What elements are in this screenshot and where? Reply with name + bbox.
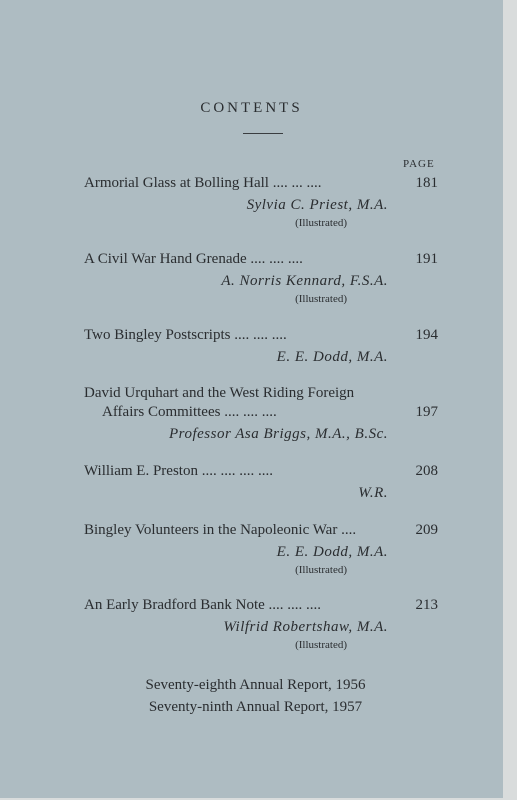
- entry-title: David Urquhart and the West Riding Foreign: [84, 385, 355, 401]
- entry-author: E. E. Dodd, M.A.: [276, 349, 388, 365]
- contents-heading: CONTENTS: [200, 100, 303, 116]
- toc-entry-william-preston: [84, 462, 442, 504]
- entry-note: (Illustrated): [295, 564, 347, 576]
- entry-author: E. E. Dodd, M.A.: [276, 544, 388, 560]
- entry-note: (Illustrated): [295, 639, 347, 651]
- toc-entry-armorial-glass: [84, 174, 442, 230]
- entry-page-number: 197: [415, 404, 438, 420]
- heading-rule: [243, 133, 283, 134]
- entry-title-continued: Affairs Committees .... .... ....: [102, 404, 277, 420]
- toc-entry-bingley-volunteers: [84, 521, 442, 577]
- toc-entry-david-urquhart: [84, 384, 442, 445]
- entry-title-line: [84, 326, 442, 345]
- entry-title-line: [84, 384, 442, 403]
- entry-page-number: 213: [415, 597, 438, 613]
- entry-title-line: [84, 174, 442, 193]
- entry-author: Wilfrid Robertshaw, M.A.: [223, 619, 388, 635]
- annual-reports: [0, 674, 503, 718]
- entry-title-line: [84, 250, 442, 269]
- entry-author: Professor Asa Briggs, M.A., B.Sc.: [169, 426, 388, 442]
- toc-entry-civil-war-grenade: [84, 250, 442, 306]
- annual-report-1956: Seventy-eighth Annual Report, 1956: [145, 677, 366, 693]
- entry-page-number: 208: [415, 463, 438, 479]
- entry-author: W.R.: [358, 485, 388, 501]
- toc-entry-bradford-bank-note: [84, 596, 442, 652]
- entry-note: (Illustrated): [295, 217, 347, 229]
- entry-page-number: 191: [415, 251, 438, 267]
- entry-author: A. Norris Kennard, F.S.A.: [221, 273, 388, 289]
- entry-author: Sylvia C. Priest, M.A.: [246, 197, 388, 213]
- page-column-label: PAGE: [403, 158, 435, 170]
- annual-report-1957: Seventy-ninth Annual Report, 1957: [148, 699, 363, 715]
- toc-entry-bingley-postscripts: [84, 326, 442, 368]
- entry-title: Armorial Glass at Bolling Hall .... ... ....: [84, 175, 322, 191]
- entry-title: Bingley Volunteers in the Napoleonic War ....: [84, 522, 357, 538]
- entry-title-line: [84, 462, 442, 481]
- entry-page-number: 181: [415, 175, 438, 191]
- entry-page-number: 194: [415, 327, 438, 343]
- entry-title: An Early Bradford Bank Note .... .... ....: [84, 597, 322, 613]
- entry-title: William E. Preston .... .... .... ....: [84, 463, 273, 479]
- entry-title: A Civil War Hand Grenade .... .... ....: [84, 251, 303, 267]
- entry-title-line: [84, 521, 442, 540]
- entry-page-number: 209: [415, 522, 438, 538]
- entry-title-line: [84, 403, 442, 422]
- entry-title-line: [84, 596, 442, 615]
- entry-title: Two Bingley Postscripts .... .... ....: [84, 327, 287, 343]
- entry-note: (Illustrated): [295, 293, 347, 305]
